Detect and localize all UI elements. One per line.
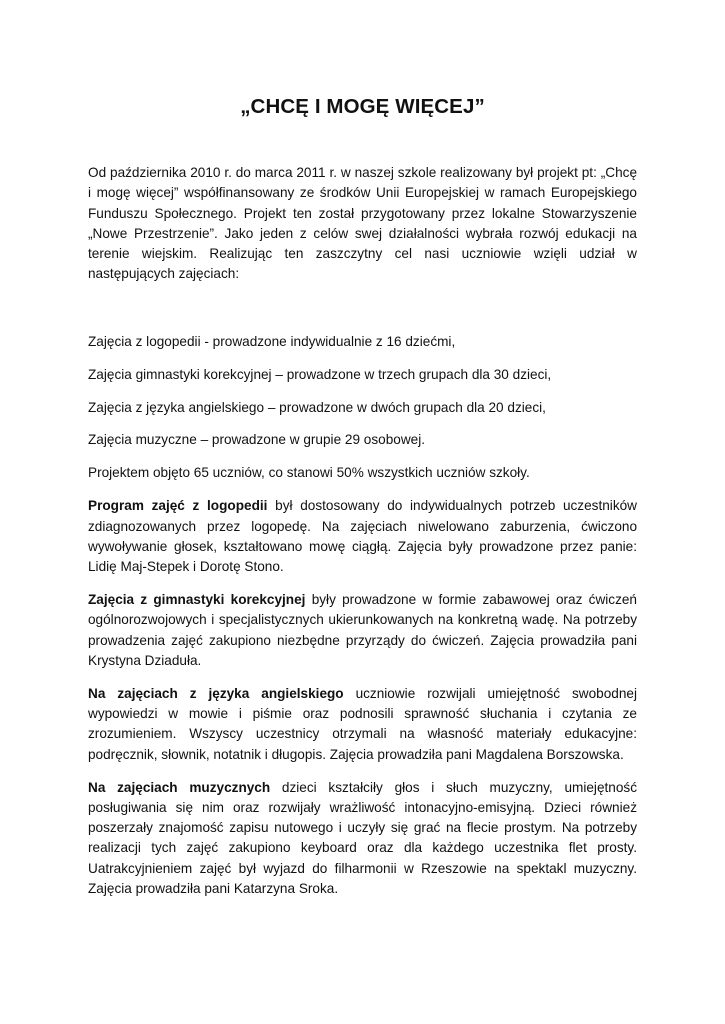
- section-text: był dostosowany do indywidualnych potrzeb uczestników zdiagnozowanych przez logopedę. Na zajęciach niwelowano zaburzenia, ćwiczono wywoływanie głosek, kształtowano mowę ciągłą. Zajęcia były prowadzone przez panie: Lidię Maj-Stepek i Dorotę Stono.: [88, 498, 637, 575]
- activity-item: Zajęcia muzyczne – prowadzone w grupie 29 osobowej.: [88, 432, 426, 448]
- section-text: uczniowie rozwijali umiejętność swobodnej wypowiedzi w mowie i piśmie oraz podnosili sprawność słuchania i czytania ze zrozumieniem. Wszyscy uczestnicy otrzymali na własność materiały edukacyjne: podręcznik, słownik, notatnik i długopis. Zajęcia prowadziła pani Magdalena Borszowska.: [88, 685, 637, 762]
- section-lead: Na zajęciach muzycznych: [88, 779, 271, 795]
- section-corrective-gymnastics: [88, 590, 637, 671]
- section-lead: Zajęcia z gimnastyki korekcyjnej: [88, 592, 306, 608]
- activities-list: [88, 332, 637, 484]
- document-title: „CHCĘ I MOGĘ WIĘCEJ”: [240, 95, 485, 118]
- section-music: [88, 778, 637, 900]
- section-text: były prowadzone w formie zabawowej oraz ćwiczeń ogólnorozwojowych i specjalistycznych ukierunkowanych na konkretną wadę. Na potrzeby prowadzenia zajęć zakupiono niezbędne przyrządy do ćwiczeń. Zajęcia prowadziła pani Krystyna Dziaduła.: [88, 592, 637, 668]
- section-text: dzieci kształciły głos i słuch muzyczny, umiejętność posługiwania się nim oraz rozwijały wrażliwość intonacyjno-emisyjną. Dzieci również poszerzały znajomość zapisu nutowego i uczyły się grać na flecie prostym. Na potrzeby realizacji tych zajęć zakupiono keyboard oraz dla każdego uczestnika flet prosty. Uatrakcyjnieniem zajęć był wyjazd do filharmonii w Rzeszowie na spektakl muzyczny. Zajęcia prowadziła pani Katarzyna Sroka.: [88, 779, 637, 897]
- section-lead: Na zajęciach z języka angielskiego: [88, 685, 344, 701]
- activity-item: Zajęcia z języka angielskiego – prowadzone w dwóch grupach dla 20 dzieci,: [88, 399, 546, 415]
- section-lead: Program zajęć z logopedii: [88, 498, 268, 514]
- section-english: [88, 684, 637, 765]
- activity-item: Zajęcia z logopedii - prowadzone indywidualnie z 16 dziećmi,: [88, 333, 456, 349]
- section-speech-therapy: [88, 496, 637, 577]
- intro-paragraph: Od października 2010 r. do marca 2011 r. w naszej szkole realizowany był projekt pt: „Chcę i mogę więcej” współfinansowany ze środków Unii Europejskiej w ramach Europejskiego Funduszu Społecznego. Projekt ten został przygotowany przez lokalne Stowarzyszenie „Nowe Przestrzenie”. Jako jeden z celów swej działalności wybrała rozwój edukacji na terenie wiejskim. Realizując ten zaszczytny cel nasi uczniowie wzięli udział w następujących zajęciach:: [88, 165, 637, 282]
- activity-item: Zajęcia gimnastyki korekcyjnej – prowadzone w trzech grupach dla 30 dzieci,: [88, 366, 552, 382]
- summary-line: Projektem objęto 65 uczniów, co stanowi 50% wszystkich uczniów szkoły.: [88, 465, 530, 481]
